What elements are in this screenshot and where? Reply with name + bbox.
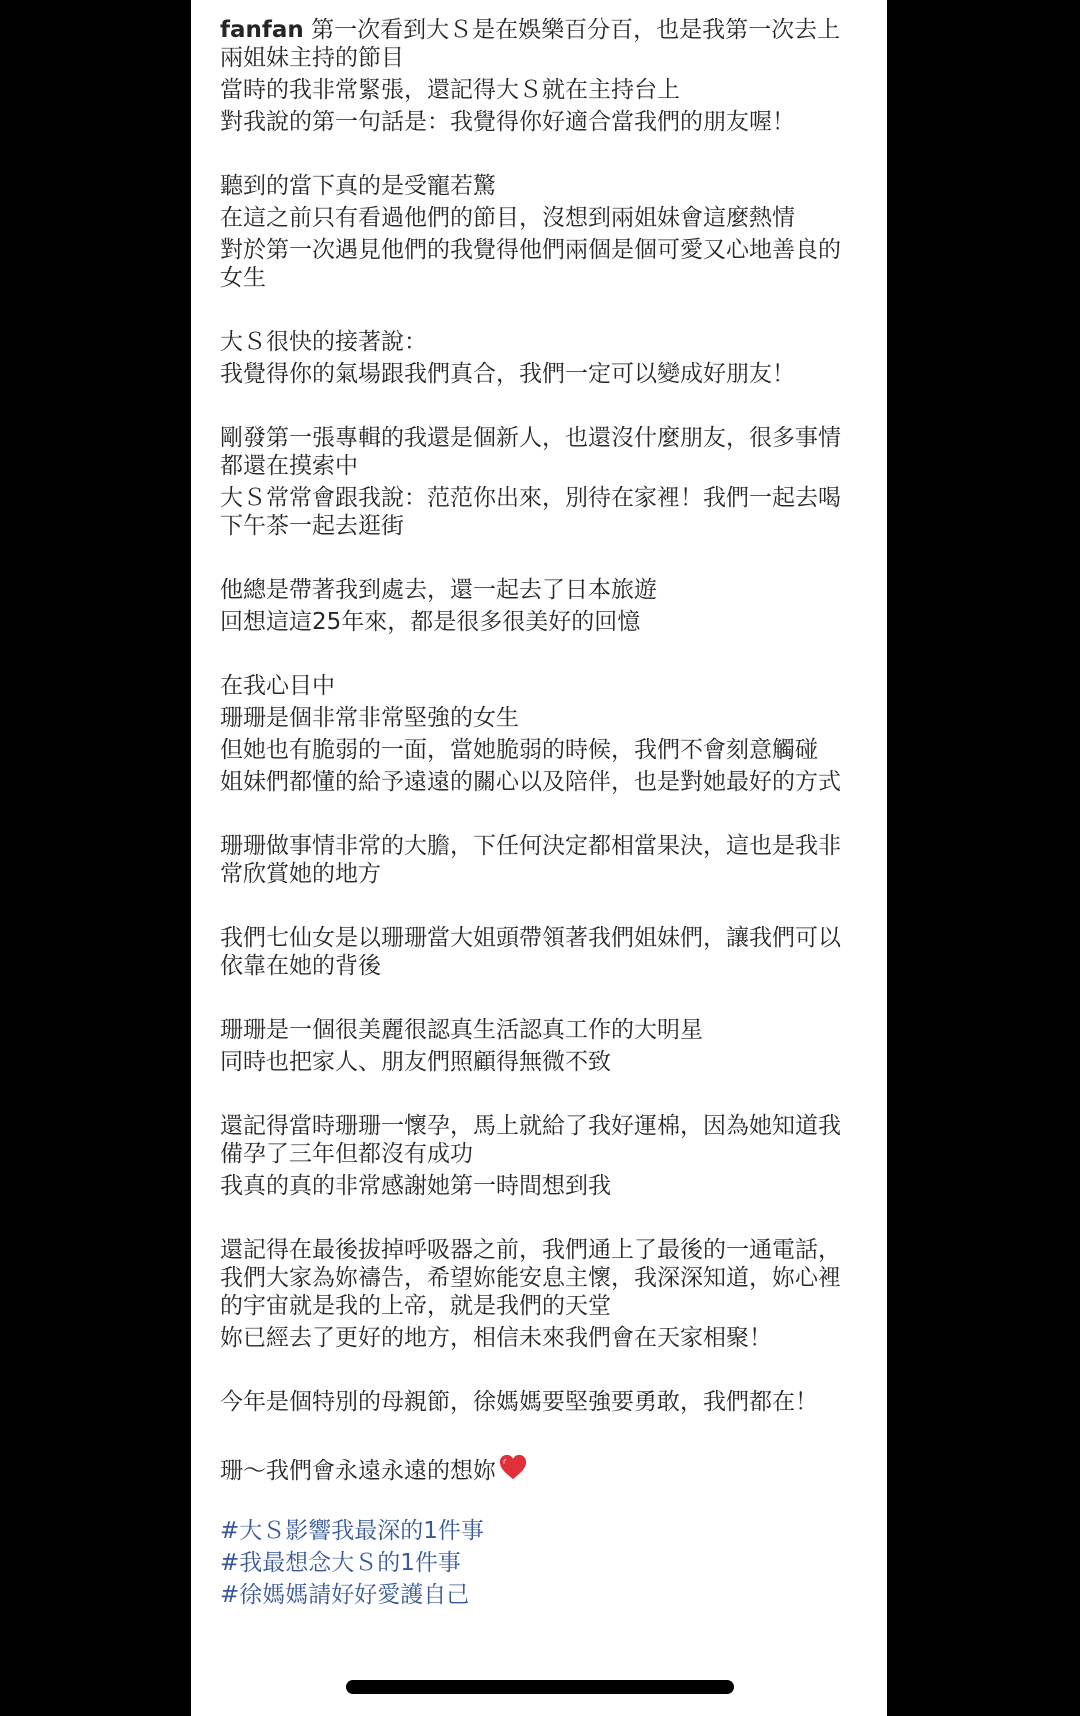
post-line: 對我說的第一句話是：我覺得你好適合當我們的朋友喔！ [220, 109, 795, 135]
post-line: 我真的真的非常感謝她第一時間想到我 [220, 1173, 611, 1199]
hashtag-list [220, 1517, 860, 1609]
post-line: 大Ｓ很快的接著說： [220, 329, 427, 355]
post-line: 當時的我非常緊張，還記得大Ｓ就在主持台上 [220, 77, 680, 103]
post-paragraph [220, 924, 860, 980]
post-line: 珊珊是個非常非常堅強的女生 [220, 705, 519, 731]
post-line: 妳已經去了更好的地方，相信未來我們會在天家相聚！ [220, 1325, 772, 1351]
post-paragraph [220, 672, 860, 796]
home-indicator[interactable] [346, 1680, 734, 1694]
post-paragraph [220, 328, 860, 388]
post-line: 剛發第一張專輯的我還是個新人，也還沒什麼朋友，很多事情都還在摸索中 [220, 425, 841, 479]
post-line [220, 16, 860, 72]
post-paragraph [220, 1236, 860, 1352]
post-paragraph [220, 832, 860, 888]
post-line: 姐妹們都懂的給予遠遠的關心以及陪伴，也是對她最好的方式 [220, 769, 841, 795]
post-line: 今年是個特別的母親節，徐媽媽要堅強要勇敢，我們都在！ [220, 1389, 818, 1415]
hashtag-link[interactable]: #大Ｓ影響我最深的1件事 [220, 1518, 484, 1544]
post-line: 回想這這25年來，都是很多很美好的回憶 [220, 609, 641, 635]
post-paragraph [220, 16, 860, 136]
red-heart-icon [498, 1452, 528, 1482]
post-panel [191, 0, 887, 1716]
post-line: 我們七仙女是以珊珊當大姐頭帶領著我們姐妹們，讓我們可以依靠在她的背後 [220, 925, 841, 979]
post-line: 我覺得你的氣場跟我們真合，我們一定可以變成好朋友！ [220, 361, 795, 387]
post-line: 還記得在最後拔掉呼吸器之前，我們通上了最後的一通電話，我們大家為妳禱告，希望妳能安息主懷，我深深知道，妳心裡的宇宙就是我的上帝，就是我們的天堂 [220, 1237, 841, 1319]
hashtag-link[interactable]: #徐媽媽請好好愛護自己 [220, 1582, 470, 1608]
post-line: 他總是帶著我到處去，還一起去了日本旅遊 [220, 577, 657, 603]
post-line: 珊珊是一個很美麗很認真生活認真工作的大明星 [220, 1017, 703, 1043]
post-line: 聽到的當下真的是受寵若驚 [220, 173, 496, 199]
post-line: 對於第一次遇見他們的我覺得他們兩個是個可愛又心地善良的女生 [220, 237, 841, 291]
hashtag-link[interactable]: #我最想念大Ｓ的1件事 [220, 1550, 461, 1576]
author-name[interactable]: fanfan [220, 17, 304, 43]
post-paragraph [220, 424, 860, 540]
post-line: 大Ｓ常常會跟我說：范范你出來，別待在家裡！我們一起去喝下午茶一起去逛街 [220, 485, 841, 539]
post-line: 同時也把家人、朋友們照顧得無微不致 [220, 1049, 611, 1075]
post-paragraph [220, 1388, 860, 1416]
post-line-text: 第一次看到大Ｓ是在娛樂百分百，也是我第一次去上兩姐妹主持的節目 [220, 17, 841, 71]
post-paragraph [220, 172, 860, 292]
post-paragraph [220, 576, 860, 636]
post-paragraph [220, 1016, 860, 1076]
post-paragraph [220, 1112, 860, 1200]
closing-paragraph [220, 1452, 860, 1485]
post-line: 還記得當時珊珊一懷孕，馬上就給了我好運棉，因為她知道我備孕了三年但都沒有成功 [220, 1113, 841, 1167]
post-line: 在我心目中 [220, 673, 335, 699]
closing-line [220, 1452, 860, 1485]
post-line: 珊珊做事情非常的大膽，下任何決定都相當果決，這也是我非常欣賞她的地方 [220, 833, 841, 887]
post-body [220, 16, 860, 1613]
closing-text: 珊～我們會永遠永遠的想妳 [220, 1458, 496, 1484]
post-line: 在這之前只有看過他們的節目，沒想到兩姐妹會這麼熱情 [220, 205, 795, 231]
post-line: 但她也有脆弱的一面，當她脆弱的時候，我們不會刻意觸碰 [220, 737, 818, 763]
